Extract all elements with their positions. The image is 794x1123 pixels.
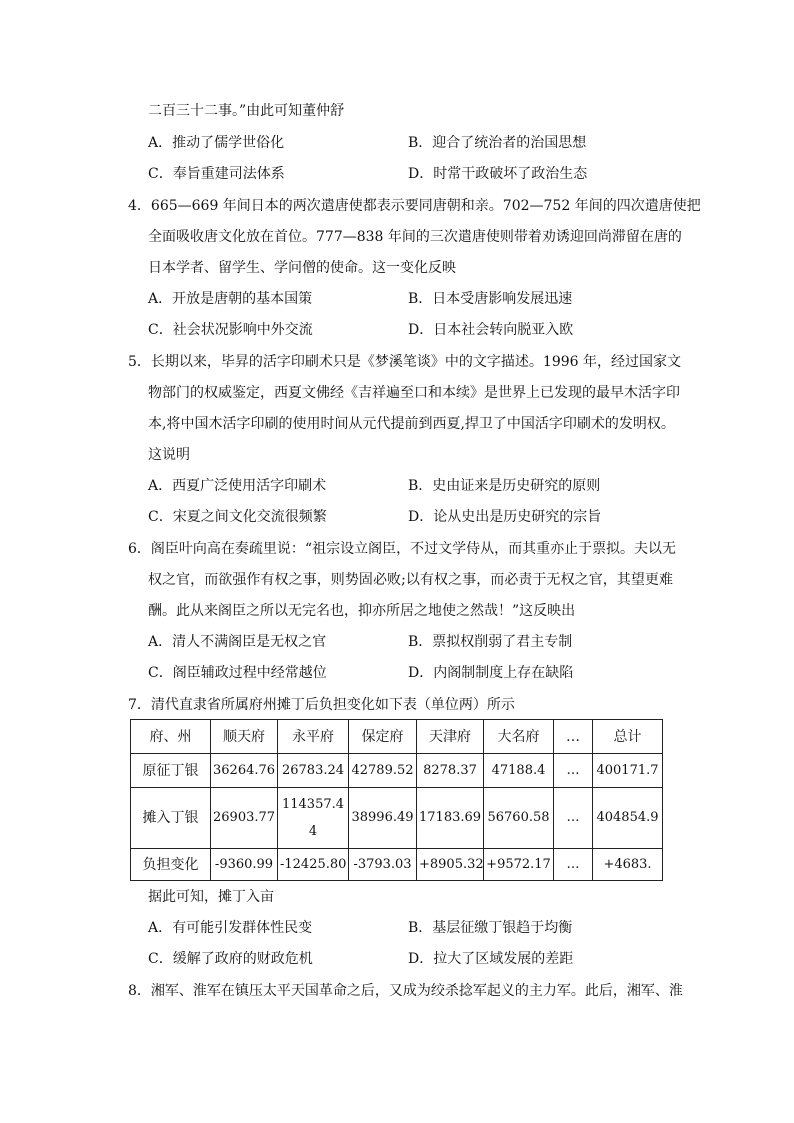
- q7-option-d[interactable]: D．拉大了区域发展的差距: [408, 951, 574, 967]
- table-cell: +8905.32: [417, 849, 484, 881]
- table-cell: +4683.: [593, 849, 663, 881]
- q5-stem-line-2: 物部门的权威鉴定，西夏文佛经《吉祥遍至口和本续》是世界上已发现的最早木活字印: [148, 385, 680, 401]
- q7-option-c[interactable]: C．缓解了政府的财政危机: [148, 951, 313, 967]
- q5-option-a[interactable]: A．西夏广泛使用活字印刷术: [148, 478, 327, 494]
- table-row: [131, 849, 663, 881]
- q7-stem: 7．清代直隶省所属府州摊丁后负担变化如下表（单位两）所示: [128, 697, 515, 713]
- q5-option-c[interactable]: C．宋夏之间文化交流很频繁: [148, 509, 327, 525]
- q3-option-c[interactable]: C．奉旨重建司法体系: [148, 166, 285, 182]
- table-header-cell: 永平府: [278, 720, 349, 754]
- q8-stem-line-1: 8．湘军、淮军在镇压太平天国革命之后，又成为绞杀捻军起义的主力军。此后，湘军、淮: [128, 983, 683, 999]
- q4-option-a[interactable]: A．开放是唐朝的基本国策: [148, 291, 313, 307]
- table-row-label: 负担变化: [131, 849, 211, 881]
- q3-stem-continuation: 二百三十二事。”由此可知董仲舒: [148, 103, 345, 119]
- table-header-cell: 大名府: [484, 720, 554, 754]
- q4-option-b[interactable]: B．日本受唐影响发展迅速: [408, 291, 573, 307]
- table-header-cell: 府、州: [131, 720, 211, 754]
- table-cell: -9360.99: [211, 849, 278, 881]
- q5-option-b[interactable]: B．史由证来是历史研究的原则: [408, 478, 601, 494]
- q3-option-d[interactable]: D．时常干政破坏了政治生态: [408, 166, 588, 182]
- table-header-cell: 总计: [593, 720, 663, 754]
- q7-stem-after-table: 据此可知，摊丁入亩: [148, 889, 274, 905]
- q7-option-b[interactable]: B．基层征缴丁银趋于均衡: [408, 920, 573, 936]
- q4-stem-line-3: 日本学者、留学生、学问僧的使命。这一变化反映: [148, 260, 456, 276]
- table-cell: 26903.77: [211, 788, 278, 849]
- q6-option-d[interactable]: D．内阁制制度上存在缺陷: [408, 665, 574, 681]
- table-header-cell: 顺天府: [211, 720, 278, 754]
- table-row-label: 摊入丁银: [131, 788, 211, 849]
- table-cell: +9572.17: [484, 849, 554, 881]
- q7-option-a[interactable]: A．有可能引发群体性民变: [148, 920, 313, 936]
- q4-option-c[interactable]: C．社会状况影响中外交流: [148, 322, 313, 338]
- table-header-row: [131, 720, 663, 754]
- q6-stem-line-3: 酬。此从来阁臣之所以无完名也，抑亦所居之地使之然哉！”这反映出: [148, 603, 576, 619]
- q6-option-c[interactable]: C．阁臣辅政过程中经常越位: [148, 665, 327, 681]
- q4-stem-line-2: 全面吸收唐文化放在首位。777—838 年间的三次遣唐使则带着劝诱迎回尚滞留在唐的: [148, 229, 682, 245]
- table-cell: 36264.76: [211, 754, 278, 788]
- table-row: [131, 754, 663, 788]
- table-cell: -3793.03: [349, 849, 417, 881]
- table-cell: …: [554, 788, 593, 849]
- q6-option-b[interactable]: B．票拟权削弱了君主专制: [408, 634, 573, 650]
- table-row: [131, 788, 663, 849]
- table-cell: 8278.37: [417, 754, 484, 788]
- table-cell: …: [554, 754, 593, 788]
- table-cell: 404854.9: [593, 788, 663, 849]
- q5-stem-line-3: 本,将中国木活字印刷的使用时间从元代提前到西夏,捍卫了中国活字印刷术的发明权。: [148, 416, 675, 432]
- q5-stem-line-1: 5．长期以来，毕昇的活字印刷术只是《梦溪笔谈》中的文字描述。1996 年，经过国家文: [128, 354, 681, 370]
- table-cell: …: [554, 849, 593, 881]
- table-cell: 17183.69: [417, 788, 484, 849]
- table-cell: 400171.7: [593, 754, 663, 788]
- table-cell: 38996.49: [349, 788, 417, 849]
- table-header-cell: …: [554, 720, 593, 754]
- table-header-cell: 保定府: [349, 720, 417, 754]
- table-row-label: 原征丁银: [131, 754, 211, 788]
- q6-option-a[interactable]: A．清人不满阁臣是无权之官: [148, 634, 327, 650]
- table-cell-wrap-text: 4: [308, 824, 318, 839]
- table-cell: 56760.58: [484, 788, 554, 849]
- q4-stem-line-1: 4．665—669 年间日本的两次遣唐使都表示要同唐朝和亲。702—752 年间的四次遣唐使把: [128, 198, 701, 214]
- q4-option-d[interactable]: D．日本社会转向脱亚入欧: [408, 322, 574, 338]
- table-cell-text: 114357.4: [281, 797, 345, 812]
- q3-option-b[interactable]: B．迎合了统治者的治国思想: [408, 135, 587, 151]
- tax-burden-table: [130, 719, 663, 881]
- table-cell: -12425.80: [278, 849, 349, 881]
- q6-stem-line-2: 权之官，而欲强作有权之事，则势固必败;以有权之事，而必责于无权之官，其望更难: [148, 572, 673, 588]
- q5-option-d[interactable]: D．论从史出是历史研究的宗旨: [408, 509, 602, 525]
- q5-stem-line-4: 这说明: [148, 447, 190, 463]
- q3-option-a[interactable]: A．推动了儒学世俗化: [148, 135, 285, 151]
- table-header-cell: 天津府: [417, 720, 484, 754]
- q6-stem-line-1: 6．阁臣叶向高在奏疏里说：“祖宗设立阁臣，不过文学侍从，而其重亦止于票拟。夫以无: [128, 541, 677, 557]
- table-cell-wrapped: [278, 788, 349, 849]
- table-cell: 47188.4: [484, 754, 554, 788]
- table-cell: 26783.24: [278, 754, 349, 788]
- table-cell: 42789.52: [349, 754, 417, 788]
